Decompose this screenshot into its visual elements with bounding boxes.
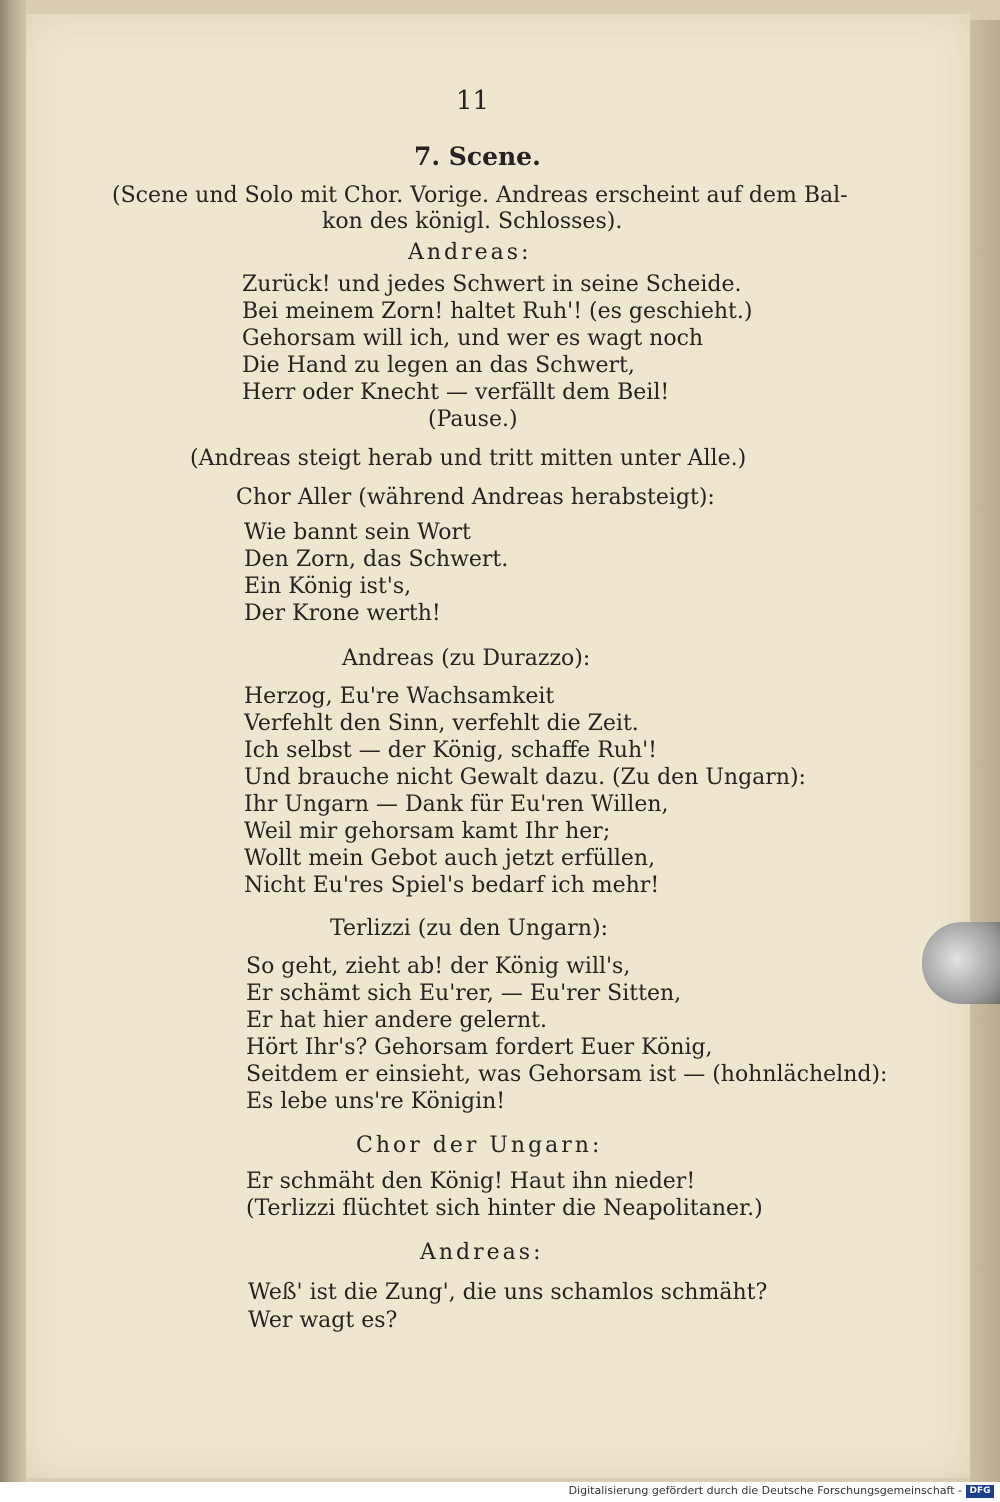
verse-line: Wer wagt es?: [248, 1308, 398, 1333]
speaker-label: Chor der Ungarn:: [356, 1133, 603, 1158]
stage-direction: (Terlizzi flüchtet sich hinter die Neapolitaner.): [246, 1196, 763, 1221]
stage-direction: (Scene und Solo mit Chor. Vorige. Andreas erscheint auf dem Bal-: [112, 183, 848, 208]
verse-line: Weil mir gehorsam kamt Ihr her;: [244, 819, 611, 844]
verse-line: Weß' ist die Zung', die uns schamlos schmäht?: [248, 1280, 768, 1305]
verse-line: Ein König ist's,: [244, 574, 412, 599]
speaker-label: Andreas:: [420, 1240, 544, 1265]
verse-line: Die Hand zu legen an das Schwert,: [242, 353, 635, 378]
scene-title: 7. Scene.: [414, 142, 541, 171]
verse-line: Ich selbst — der König, schaffe Ruh'!: [244, 738, 658, 763]
thumb-index-tab: [922, 922, 1000, 1004]
verse-line: Den Zorn, das Schwert.: [244, 547, 509, 572]
verse-line: So geht, zieht ab! der König will's,: [246, 954, 631, 979]
speaker-label: Andreas:: [408, 240, 532, 265]
dfg-logo: DFG: [966, 1485, 994, 1498]
book-binding: [0, 0, 26, 1482]
verse-line: Und brauche nicht Gewalt dazu. (Zu den Ungarn):: [244, 765, 806, 790]
verse-line: Verfehlt den Sinn, verfehlt die Zeit.: [244, 711, 639, 736]
verse-line: Bei meinem Zorn! haltet Ruh'! (es geschieht.): [242, 299, 753, 324]
verse-line: Der Krone werth!: [244, 601, 441, 626]
verse-line: Nicht Eu'res Spiel's bedarf ich mehr!: [244, 873, 660, 898]
verse-line: Wollt mein Gebot auch jetzt erfüllen,: [244, 846, 656, 871]
stage-direction: kon des königl. Schlosses).: [322, 209, 623, 234]
verse-line: Herr oder Knecht — verfällt dem Beil!: [242, 380, 670, 405]
verse-line: Seitdem er einsieht, was Gehorsam ist — (hohnlächelnd):: [246, 1062, 888, 1087]
page-number: 11: [456, 86, 490, 116]
digitization-credit: Digitalisierung gefördert durch die Deutsche Forschungsgemeinschaft -: [568, 1484, 962, 1497]
verse-line: Er schämt sich Eu'rer, — Eu'rer Sitten,: [246, 981, 682, 1006]
verse-line: Er hat hier andere gelernt.: [246, 1008, 548, 1033]
verse-line: Herzog, Eu're Wachsamkeit: [244, 684, 555, 709]
speaker-label: Chor Aller (während Andreas herabsteigt):: [236, 485, 715, 510]
verse-line: Ihr Ungarn — Dank für Eu'ren Willen,: [244, 792, 669, 817]
verse-line: Hört Ihr's? Gehorsam fordert Euer König,: [246, 1035, 713, 1060]
stage-direction: (Pause.): [428, 407, 518, 432]
verse-line: Wie bannt sein Wort: [244, 520, 471, 545]
verse-line: Er schmäht den König! Haut ihn nieder!: [246, 1169, 696, 1194]
speaker-label: Andreas (zu Durazzo):: [342, 646, 591, 671]
verse-line: Es lebe uns're Königin!: [246, 1089, 506, 1114]
speaker-label: Terlizzi (zu den Ungarn):: [330, 916, 608, 941]
verse-line: Zurück! und jedes Schwert in seine Scheide.: [242, 272, 742, 297]
verse-line: Gehorsam will ich, und wer es wagt noch: [242, 326, 704, 351]
stage-direction: (Andreas steigt herab und tritt mitten unter Alle.): [190, 446, 747, 471]
page-edge: [970, 20, 1000, 1482]
